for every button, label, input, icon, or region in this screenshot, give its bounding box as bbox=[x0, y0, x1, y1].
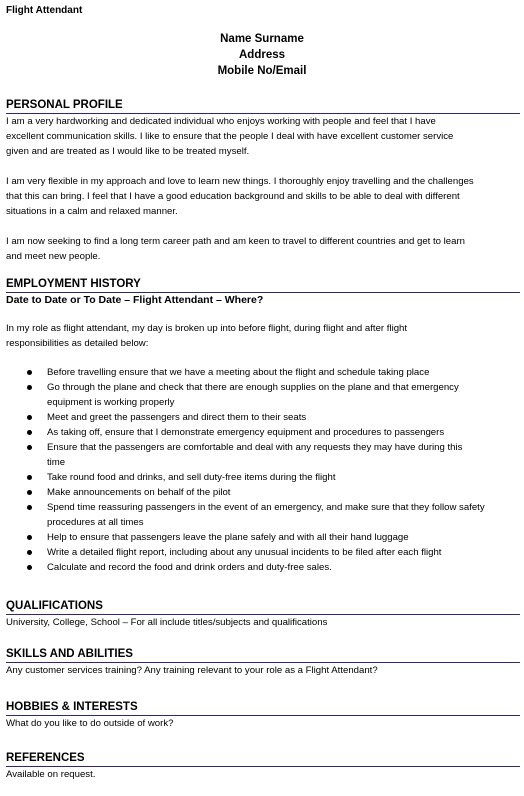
bullet-icon bbox=[27, 475, 32, 480]
candidate-contact: Mobile No/Email bbox=[217, 65, 307, 77]
list-item: Ensure that the passengers are comfortable and deal with any requests they may have during this time bbox=[6, 440, 520, 470]
section-heading-qualifications: QUALIFICATIONS bbox=[6, 599, 520, 615]
section-heading-profile: PERSONAL PROFILE bbox=[6, 98, 520, 114]
profile-paragraph bbox=[6, 114, 520, 159]
list-item: Help to ensure that passengers leave the plane safely and with all their hand luggage bbox=[6, 530, 520, 545]
profile-paragraph bbox=[6, 174, 520, 219]
paragraph-gap bbox=[6, 219, 520, 234]
bullet-icon bbox=[27, 430, 32, 435]
text-line: given and are treated as I would like to be treated myself. bbox=[6, 146, 250, 157]
list-item: Write a detailed flight report, including about any unusual incidents to be filed after each flight bbox=[6, 545, 520, 560]
responsibilities-list bbox=[6, 365, 520, 575]
hobbies-section bbox=[6, 700, 520, 731]
bullet-icon bbox=[27, 535, 32, 540]
text-line: and meet new people. bbox=[6, 251, 101, 262]
text-line: responsibilities as detailed below: bbox=[6, 338, 149, 349]
section-heading-hobbies: HOBBIES & INTERESTS bbox=[6, 700, 520, 716]
text-line: excellent communication skills. I like to ensure that the people I deal with have excellent customer service bbox=[6, 131, 454, 142]
list-item: Spend time reassuring passengers in the event of an emergency, and make sure that they follow safety procedures at all times bbox=[6, 500, 520, 530]
text-line: In my role as flight attendant, my day is broken up into before flight, during flight and after flight bbox=[6, 323, 408, 334]
bullet-icon bbox=[27, 445, 32, 450]
employment-history-section bbox=[6, 277, 520, 575]
list-item: Before travelling ensure that we have a meeting about the flight and schedule taking place bbox=[6, 365, 520, 380]
text-line: What do you like to do outside of work? bbox=[6, 718, 174, 729]
section-heading-employment: EMPLOYMENT HISTORY bbox=[6, 277, 520, 293]
paragraph-gap bbox=[6, 159, 520, 174]
section-heading-skills: SKILLS AND ABILITIES bbox=[6, 647, 520, 663]
personal-profile-section bbox=[6, 98, 520, 264]
document-title: Flight Attendant bbox=[6, 5, 83, 16]
candidate-name: Name Surname bbox=[220, 33, 304, 45]
bullet-icon bbox=[27, 385, 32, 390]
qualifications-section bbox=[6, 599, 520, 630]
text-line: I am a very hardworking and dedicated individual who enjoys working with people and feel that I have bbox=[6, 116, 436, 127]
bullet-icon bbox=[27, 505, 32, 510]
job-title-line: Date to Date or To Date – Flight Attendant – Where? bbox=[6, 294, 264, 306]
text-line: I am very flexible in my approach and love to learn new things. I thoroughly enjoy travelling and the challenges bbox=[6, 176, 474, 187]
text-line: I am now seeking to find a long term career path and am keen to travel to different countries and get to learn bbox=[6, 236, 465, 247]
candidate-address: Address bbox=[238, 49, 286, 61]
text-line: situations in a calm and relaxed manner. bbox=[6, 206, 178, 217]
references-section bbox=[6, 751, 520, 782]
bullet-icon bbox=[27, 370, 32, 375]
profile-paragraph bbox=[6, 234, 520, 264]
skills-section bbox=[6, 647, 520, 678]
text-line: University, College, School – For all include titles/subjects and qualifications bbox=[6, 617, 328, 628]
bullet-icon bbox=[27, 550, 32, 555]
list-item: Make announcements on behalf of the pilot bbox=[6, 485, 520, 500]
contact-header bbox=[0, 31, 524, 79]
bullet-icon bbox=[27, 565, 32, 570]
paragraph-gap bbox=[6, 308, 520, 321]
section-heading-references: REFERENCES bbox=[6, 751, 520, 767]
list-item: Meet and greet the passengers and direct them to their seats bbox=[6, 410, 520, 425]
list-item: Calculate and record the food and drink orders and duty-free sales. bbox=[6, 560, 520, 575]
list-item: Take round food and drinks, and sell duty-free items during the flight bbox=[6, 470, 520, 485]
text-line: that this can bring. I feel that I have a good education background and skills to be able to deal with different bbox=[6, 191, 460, 202]
list-item: As taking off, ensure that I demonstrate emergency equipment and procedures to passengers bbox=[6, 425, 520, 440]
text-line: Any customer services training? Any training relevant to your role as a Flight Attendant? bbox=[6, 665, 378, 676]
bullet-icon bbox=[27, 415, 32, 420]
paragraph-gap bbox=[6, 351, 520, 365]
text-line: Available on request. bbox=[6, 769, 96, 780]
bullet-icon bbox=[27, 490, 32, 495]
list-item: Go through the plane and check that there are enough supplies on the plane and that emergency equipment is working properly bbox=[6, 380, 520, 410]
